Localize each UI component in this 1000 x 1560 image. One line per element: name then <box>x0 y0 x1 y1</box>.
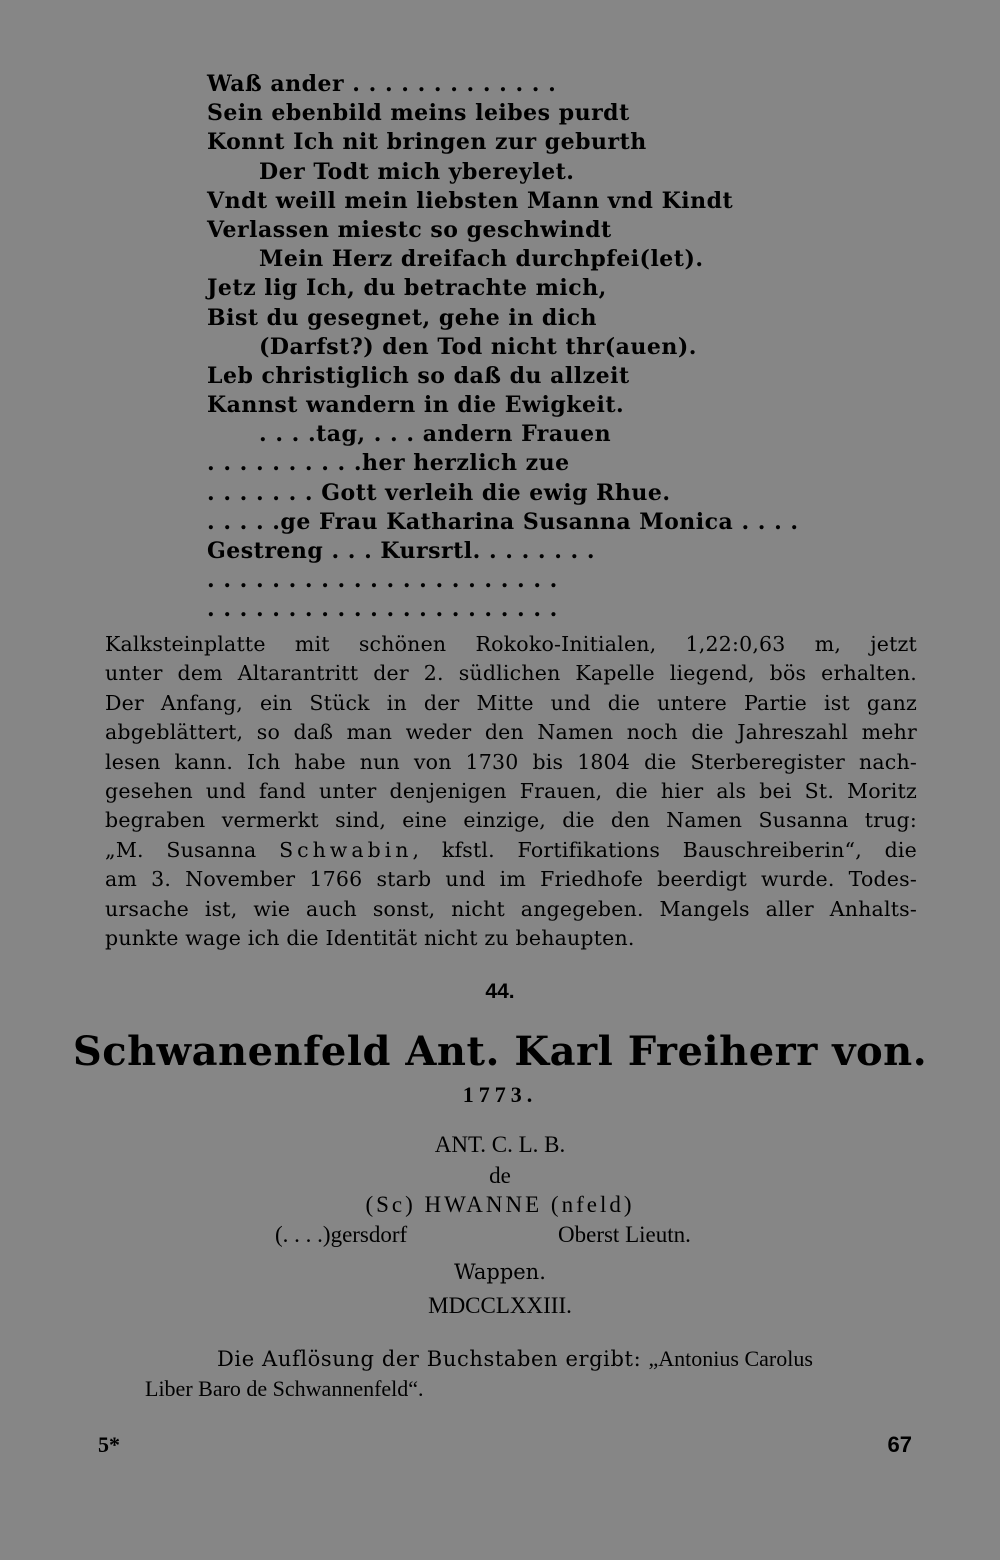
note-line: Liber Baro de Schwannenfeld“. <box>145 1376 424 1401</box>
commentary-line: punkte wage ich die Identität nicht zu behaupten. <box>105 925 635 950</box>
resolution-note <box>145 1344 915 1404</box>
entry-heading: Schwanenfeld Ant. Karl Freiherr von. <box>72 1028 928 1075</box>
commentary-line: begraben vermerkt sind, eine einzige, die den Namen Susanna trug: <box>105 808 917 833</box>
inscription-rank: Oberst Lieutn. <box>558 1222 691 1247</box>
commentary-line: Der Anfang, ein Stück in der Mitte und die untere Partie ist ganz <box>105 690 917 715</box>
entry-number: 44. <box>485 980 515 1003</box>
poem-line: (Darfst?) den Tod nicht thr(auen). <box>259 333 697 360</box>
poem-line: Der Todt mich ybereylet. <box>259 158 575 185</box>
poem-line: Bist du gesegnet, gehe in dich <box>207 304 597 331</box>
inscription-line: de <box>489 1163 511 1188</box>
commentary-line: Kalksteinplatte mit schönen Rokoko-Initialen, 1,22:0,63 m, jetzt <box>105 632 917 656</box>
commentary-line: abgeblättert, so daß man weder den Namen noch die Jahreszahl mehr <box>105 720 917 745</box>
poem-line: Gestreng . . . Kursrtl. . . . . . . . <box>207 538 596 564</box>
poem-line: Kannst wandern in die Ewigkeit. <box>207 392 625 419</box>
note-lead: Die Auflösung der Buchstaben ergibt: <box>217 1347 649 1371</box>
commentary-text: , kfstl. Fortifikations Bauschreiberin“, die <box>412 837 917 862</box>
poem-line: . . . . . . . . . .her herzlich zue <box>207 450 570 477</box>
poem-line: Waß ander . . . . . . . . . . . . . <box>207 71 557 97</box>
inscription-coat-of-arms: Wappen. <box>454 1260 546 1284</box>
note-quote: „Antonius Carolus <box>648 1346 813 1371</box>
poem-line: Jetz lig Ich, du betrachte mich, <box>207 275 607 302</box>
poem-line: . . . . . . . Gott verleih die ewig Rhue. <box>207 479 671 506</box>
poem-line: Konnt Ich nit bringen zur geburth <box>207 129 647 156</box>
note-line <box>145 1344 915 1374</box>
poem-line: Sein ebenbild meins leibes purdt <box>207 100 630 127</box>
commentary-line: lesen kann. Ich habe nun von 1730 bis 1804 die Sterberegister nach- <box>105 749 917 774</box>
poem-line: Leb christiglich so daß du allzeit <box>207 362 630 389</box>
commentary-line-with-spaced-name <box>105 836 917 865</box>
inscription-line: (Sc) HWANNE (nfeld) <box>365 1192 635 1217</box>
page-number: 67 <box>887 1432 912 1457</box>
commentary-line: am 3. November 1766 starb und im Friedhofe beerdigt wurde. Todes- <box>105 867 917 892</box>
poem-line: Vndt weill mein liebsten Mann vnd Kindt <box>207 187 734 214</box>
commentary-line: unter dem Altarantritt der 2. südlichen Kapelle liegend, bös erhalten. <box>105 661 917 686</box>
commentary-line: gesehen und fand unter denjenigen Frauen, die hier als bei St. Moritz <box>105 778 917 803</box>
poem-line: . . . . . . . . . . . . . . . . . . . . . . <box>207 567 558 594</box>
poem-line: . . . .tag, . . . andern Frauen <box>259 421 612 448</box>
inscription-year-roman: MDCCLXXIII. <box>428 1293 572 1318</box>
epitaph-poem <box>207 70 847 625</box>
spaced-surname: Schwabin <box>279 837 413 862</box>
signature-mark: 5* <box>98 1432 120 1457</box>
poem-line: Verlassen miestc so geschwindt <box>207 216 612 243</box>
inscription-place: (. . . .)gersdorf <box>275 1222 408 1247</box>
commentary-line: ursache ist, wie auch sonst, nicht angegeben. Mangels aller Anhalts- <box>105 896 917 921</box>
commentary-paragraph <box>105 630 917 953</box>
poem-line: Mein Herz dreifach durchpfei(let). <box>259 246 704 273</box>
inscription-line: ANT. C. L. B. <box>434 1132 566 1157</box>
poem-line: . . . . .ge Frau Katharina Susanna Monica . . . . <box>207 508 799 535</box>
entry-year: 1773. <box>462 1082 538 1107</box>
poem-line: . . . . . . . . . . . . . . . . . . . . . . <box>207 596 558 623</box>
commentary-text: „M. Susanna <box>105 837 280 862</box>
